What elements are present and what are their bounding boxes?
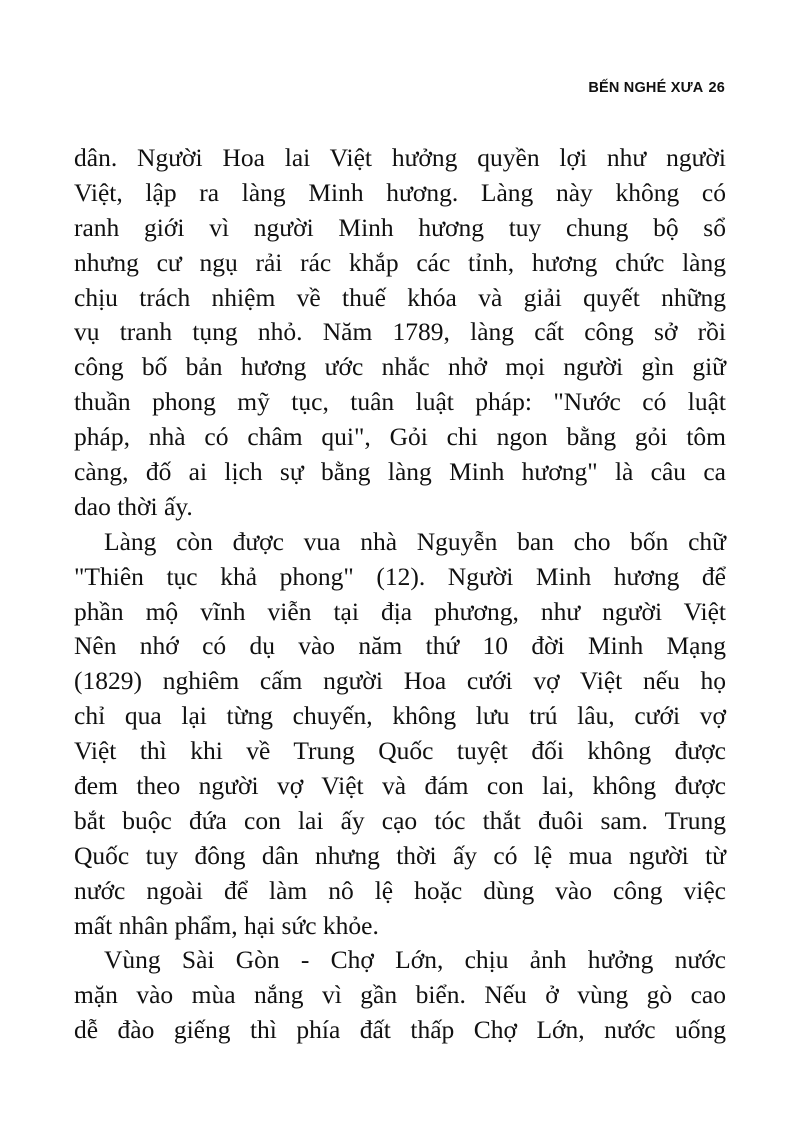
- text-line: bắt buộc đứa con lai ấy cạo tóc thắt đuôi sam. Trung: [74, 805, 726, 835]
- text-line: Quốc tuy đông dân nhưng thời ấy có lệ mua người từ: [74, 840, 726, 870]
- text-line: Nên nhớ có dụ vào năm thứ 10 đời Minh Mạng: [74, 631, 726, 661]
- body-text: [74, 141, 726, 1048]
- text-line: nhưng cư ngụ rải rác khắp các tỉnh, hương chức làng: [74, 247, 726, 277]
- text-line: chỉ qua lại từng chuyến, không lưu trú lâu, cưới vợ: [74, 701, 726, 731]
- paragraph-first-line: Làng còn được vua nhà Nguyễn ban cho bốn chữ: [104, 526, 726, 556]
- text-line: "Thiên tục khả phong" (12). Người Minh hương để: [74, 561, 726, 591]
- text-line: chịu trách nhiệm về thuế khóa và giải quyết những: [74, 282, 726, 312]
- text-line: dễ đào giếng thì phía đất thấp Chợ Lớn, nước uống: [74, 1015, 726, 1045]
- text-line: phần mộ vĩnh viễn tại địa phương, như người Việt: [74, 596, 726, 626]
- page-number: 26: [708, 80, 725, 96]
- text-line: dân. Người Hoa lai Việt hưởng quyền lợi như người: [74, 143, 726, 172]
- text-line: đem theo người vợ Việt và đám con lai, không được: [74, 771, 726, 801]
- text-line: Việt thì khi về Trung Quốc tuyệt đối không được: [74, 736, 726, 766]
- text-line: ranh giới vì người Minh hương tuy chung bộ sổ: [74, 212, 726, 242]
- paragraph-last-line: mất nhân phẩm, hại sức khỏe.: [74, 910, 379, 940]
- paragraph-first-line: Vùng Sài Gòn - Chợ Lớn, chịu ảnh hưởng nước: [104, 945, 726, 975]
- running-title: BẾN NGHÉ XƯA: [588, 80, 704, 96]
- text-line: pháp, nhà có châm qui", Gỏi chi ngon bằng gỏi tôm: [74, 422, 726, 452]
- text-line: công bố bản hương ước nhắc nhở mọi người gìn giữ: [74, 352, 726, 382]
- text-line: nước ngoài để làm nô lệ hoặc dùng vào công việc: [74, 875, 726, 905]
- running-header: [588, 80, 725, 96]
- text-line: càng, đố ai lịch sự bằng làng Minh hương" là câu ca: [74, 457, 726, 487]
- paragraph-last-line: dao thời ấy.: [74, 491, 193, 521]
- text-line: thuần phong mỹ tục, tuân luật pháp: "Nước có luật: [74, 387, 726, 417]
- text-line: (1829) nghiêm cấm người Hoa cưới vợ Việt nếu họ: [74, 666, 726, 696]
- text-line: Việt, lập ra làng Minh hương. Làng này không có: [74, 177, 726, 207]
- text-line: vụ tranh tụng nhỏ. Năm 1789, làng cất công sở rồi: [74, 317, 726, 347]
- text-line: mặn vào mùa nắng vì gần biển. Nếu ở vùng gò cao: [74, 980, 726, 1010]
